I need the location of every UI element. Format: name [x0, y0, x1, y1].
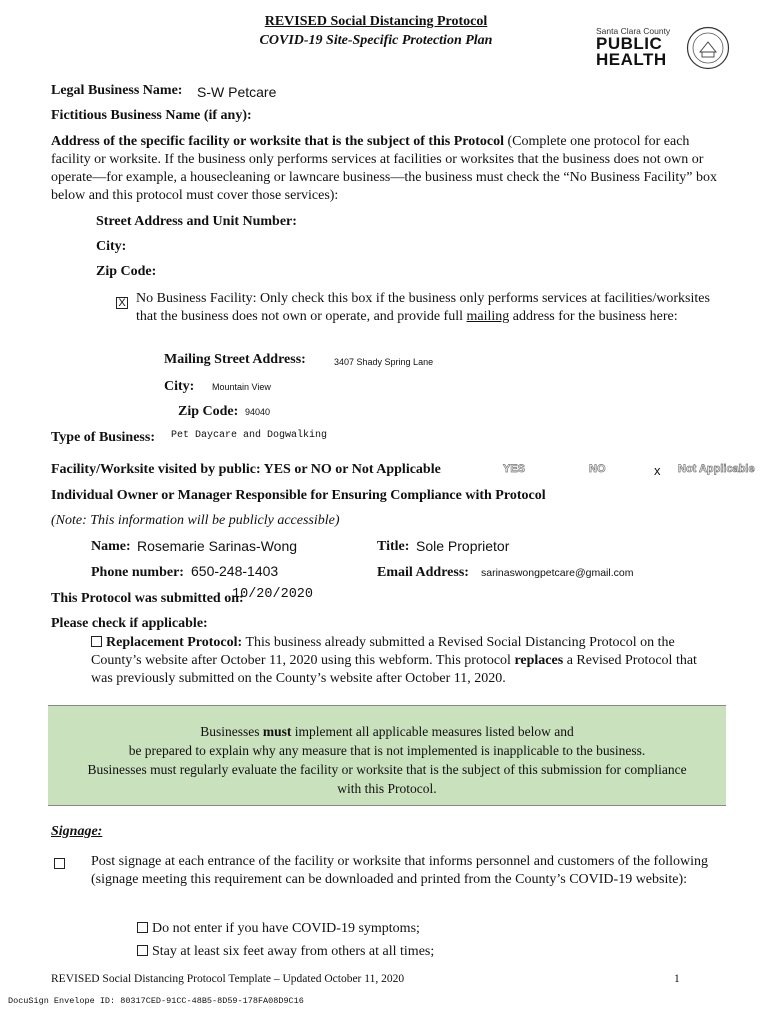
empty-checkbox-icon — [54, 858, 65, 869]
page-number: 1 — [674, 973, 680, 985]
mailing-zip-label: Zip Code: — [178, 404, 239, 419]
public-health-logo — [594, 26, 734, 72]
address-instructions-rest: (Complete one protocol for each facility or worksite. If the business only performs services at facilities or worksites that the business does not own or operate—for example, a housecleaning or lawncare business—the business must check the “No Business Facility” box below and this protocol must cover those services): — [51, 134, 717, 203]
sub-item-1-text: Do not enter if you have COVID-19 symptoms; — [152, 921, 420, 936]
compliance-notice-box — [48, 705, 726, 806]
notice-must: must — [262, 724, 292, 739]
address-instructions-bold: Address of the specific facility or worksite that is the subject of this Protocol — [51, 134, 504, 149]
submitted-on-value: 10/20/2020 — [232, 587, 314, 602]
phone-number-value: 650-248-1403 — [191, 563, 279, 579]
option-yes[interactable]: YES — [503, 463, 526, 475]
mailing-street-address-value: 3407 Shady Spring Lane — [334, 357, 434, 367]
email-address-label: Email Address: — [377, 565, 469, 580]
legal-business-name-label: Legal Business Name: — [51, 83, 183, 98]
logo-health-text: HEALTH — [596, 50, 667, 69]
mailing-city-value: Mountain View — [212, 382, 271, 392]
notice-line-4: with this Protocol. — [337, 781, 437, 796]
public-note: (Note: This information will be publicly accessible) — [51, 513, 340, 528]
notice-line-2: be prepared to explain why any measure that is not implemented is inapplicable to the business. — [128, 743, 646, 758]
visited-by-public-label: Facility/Worksite visited by public: YES or NO or Not Applicable — [51, 462, 441, 477]
notice-line-3: Businesses must regularly evaluate the facility or worksite that is the subject of this submission for compliance — [87, 762, 687, 777]
docusign-envelope-id: DocuSign Envelope ID: 80317CED-91CC-48B5-8D59-178FA08D9C16 — [8, 996, 304, 1006]
no-business-facility-text — [136, 290, 721, 326]
replacement-protocol-replaces: replaces — [514, 653, 564, 668]
owner-name-label: Name: — [91, 539, 131, 554]
mailing-underlined: mailing — [466, 309, 510, 324]
logo-public-text: PUBLIC — [596, 34, 663, 53]
sub-item-1-checkbox[interactable] — [137, 922, 148, 933]
notice-line-1-c: implement all applicable measures listed below and — [291, 724, 574, 739]
signage-sub-item-2 — [137, 943, 434, 961]
no-facility-text-part-end: address for the business here: — [509, 309, 678, 324]
type-of-business-value: Pet Daycare and Dogwalking — [171, 430, 328, 441]
footer-text: REVISED Social Distancing Protocol Template – Updated October 11, 2020 — [51, 973, 405, 985]
no-business-facility-checkbox[interactable] — [116, 292, 128, 310]
signage-sub-item-1 — [137, 920, 420, 938]
replacement-protocol-item — [91, 634, 721, 688]
sub-item-2-checkbox[interactable] — [137, 945, 148, 956]
notice-line-1-a: Businesses — [200, 724, 263, 739]
replacement-protocol-checkbox[interactable] — [91, 636, 102, 647]
owner-title-value: Sole Proprietor — [416, 538, 510, 554]
legal-business-name-value: S-W Petcare — [197, 84, 277, 100]
replacement-protocol-text-end: a Revised Protocol that was previously submitted on the County’s website after October 11, 2020. — [91, 653, 697, 686]
submitted-on-label: This Protocol was submitted on: — [51, 591, 244, 606]
mailing-zip-value: 94040 — [245, 407, 271, 417]
signage-checkbox[interactable] — [54, 855, 69, 873]
owner-heading: Individual Owner or Manager Responsible for Ensuring Compliance with Protocol — [51, 488, 546, 503]
option-not-applicable[interactable]: Not Applicable — [678, 463, 755, 475]
phone-number-label: Phone number: — [91, 565, 184, 580]
mailing-street-address-label: Mailing Street Address: — [164, 352, 306, 367]
owner-name-value: Rosemarie Sarinas-Wong — [137, 538, 298, 554]
type-of-business-label: Type of Business: — [51, 430, 155, 445]
county-seal-icon — [686, 26, 730, 70]
option-selected-mark: x — [654, 463, 661, 478]
zip-code-label: Zip Code: — [96, 264, 157, 279]
document-title: REVISED Social Distancing Protocol — [264, 14, 488, 29]
street-address-label: Street Address and Unit Number: — [96, 214, 297, 229]
replacement-protocol-label: Replacement Protocol: — [106, 635, 243, 650]
notice-line-1 — [48, 722, 726, 741]
city-label: City: — [96, 239, 127, 254]
address-instructions — [51, 133, 721, 205]
check-if-applicable-label: Please check if applicable: — [51, 616, 208, 631]
replacement-protocol-text: This business already submitted a Revised Social Distancing Protocol on the County’s website after October 11, 2020 using this webform. This protocol — [91, 635, 675, 668]
signage-item-text: Post signage at each entrance of the facility or worksite that informs personnel and customers of the following (signage meeting this requirement can be downloaded and printed from the County’s COVID-19 website): — [91, 854, 708, 887]
sub-item-2-text: Stay at least six feet away from others at all times; — [152, 944, 435, 959]
option-no[interactable]: NO — [589, 463, 606, 475]
owner-title-label: Title: — [377, 539, 410, 554]
fictitious-business-name-label: Fictitious Business Name (if any): — [51, 108, 252, 123]
email-address-value: sarinaswongpetcare@gmail.com — [481, 567, 634, 579]
checkbox-checked-icon: X — [116, 297, 128, 309]
mailing-city-label: City: — [164, 379, 195, 394]
logo-county-text: Santa Clara County — [596, 26, 671, 36]
signage-heading: Signage: — [51, 824, 103, 839]
no-facility-text-part: No Business Facility: Only check this box if the business only performs services at facilities/worksites that the business does not own or operate, and provide full — [136, 291, 710, 324]
document-subtitle: COVID-19 Site-Specific Protection Plan — [259, 33, 493, 48]
